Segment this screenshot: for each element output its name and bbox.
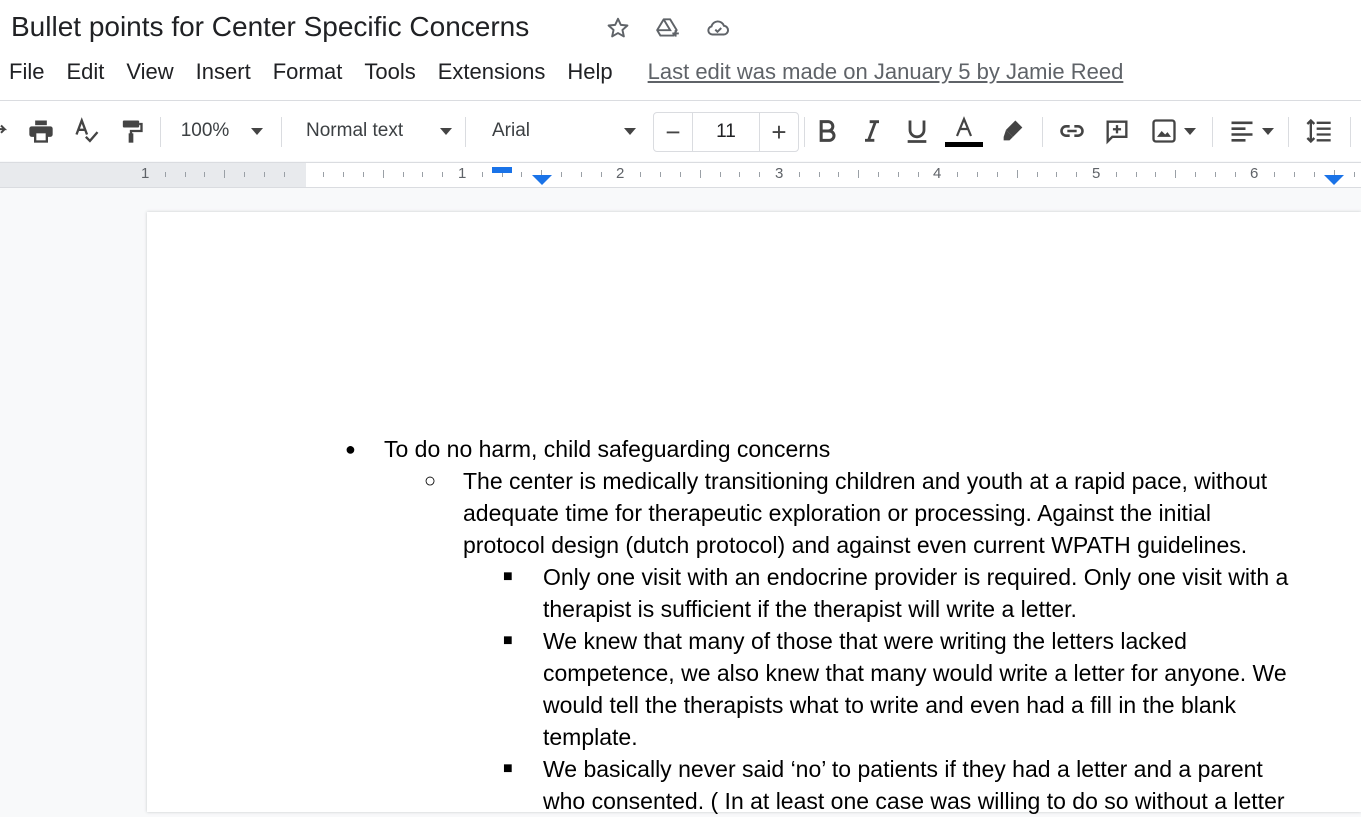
ruler-tick <box>1175 170 1176 178</box>
ruler-tick <box>1076 172 1077 177</box>
list-item-level-2-line[interactable]: protocol design (dutch protocol) and against even current WPATH guidelines. <box>463 532 1248 558</box>
ruler-number: 5 <box>1092 165 1101 182</box>
list-item-level-3-line[interactable]: template. <box>543 724 638 750</box>
ruler-tick <box>165 172 166 177</box>
ruler-tick <box>363 172 364 177</box>
ruler-tick <box>1136 172 1137 177</box>
ruler-tick <box>1056 172 1057 177</box>
highlight-color-icon[interactable] <box>996 101 1030 161</box>
first-line-indent-marker[interactable] <box>492 167 512 173</box>
ruler-tick <box>918 172 919 177</box>
document-title[interactable]: Bullet points for Center Specific Concerns <box>11 11 530 42</box>
ruler-number: 4 <box>933 165 942 182</box>
bullet-level-3: ■ <box>503 568 513 585</box>
move-to-drive-icon[interactable] <box>653 13 683 43</box>
ruler-tick <box>1037 172 1038 177</box>
ruler-tick <box>224 170 225 178</box>
font-size-stepper <box>653 112 799 152</box>
ruler-number: 1 <box>458 165 467 182</box>
style-select[interactable] <box>296 101 456 161</box>
insert-link-icon[interactable] <box>1054 101 1090 161</box>
align-left-icon <box>1228 117 1256 145</box>
menu-edit[interactable]: Edit <box>66 59 105 84</box>
image-icon <box>1150 117 1178 145</box>
menu-tools[interactable]: Tools <box>364 59 416 84</box>
chevron-down-icon <box>1262 128 1274 135</box>
bold-icon[interactable] <box>810 101 844 161</box>
redo-icon[interactable] <box>0 101 12 161</box>
ruler-tick <box>759 172 760 177</box>
last-edit-link[interactable]: Last edit was made on January 5 by Jamie Reed <box>647 59 1124 84</box>
toolbar <box>0 101 1361 161</box>
chevron-down-icon <box>1184 128 1196 135</box>
list-item-level-2-line[interactable]: The center is medically transitioning children and youth at a rapid pace, without <box>463 468 1268 494</box>
separator <box>1212 117 1213 147</box>
title-bar <box>0 0 1361 100</box>
ruler-tick <box>185 172 186 177</box>
decrease-font-size-button[interactable]: − <box>665 116 681 147</box>
menu-bar <box>0 57 1123 87</box>
print-icon[interactable] <box>24 101 58 161</box>
italic-icon[interactable] <box>855 101 889 161</box>
line-spacing-icon[interactable] <box>1300 101 1338 161</box>
ruler-tick <box>660 172 661 177</box>
ruler-tick <box>700 170 701 178</box>
ruler-tick <box>1235 172 1236 177</box>
ruler-tick <box>383 170 384 178</box>
ruler-tick <box>720 172 721 177</box>
ruler-number: 3 <box>775 165 784 182</box>
ruler-number: 2 <box>616 165 625 182</box>
list-item-level-1[interactable]: To do no harm, child safeguarding concerns <box>384 436 831 462</box>
star-icon[interactable] <box>603 13 633 43</box>
ruler-tick <box>898 172 899 177</box>
cloud-saved-icon[interactable] <box>703 13 733 43</box>
list-item-level-3-line[interactable]: who consented. ( In at least one case was willing to do so without a letter <box>543 788 1285 814</box>
align-button[interactable] <box>1224 101 1278 161</box>
ruler-tick <box>838 172 839 177</box>
ruler-tick <box>1215 172 1216 177</box>
ruler-tick <box>601 172 602 177</box>
ruler-tick <box>264 172 265 177</box>
paint-format-icon[interactable] <box>114 101 148 161</box>
ruler-tick <box>204 172 205 177</box>
ruler-tick <box>858 170 859 178</box>
separator <box>1042 117 1043 147</box>
style-value: Normal text <box>306 120 404 141</box>
ruler-number: 6 <box>1250 165 1259 182</box>
ruler-tick <box>997 172 998 177</box>
zoom-select[interactable] <box>172 101 272 161</box>
list-item-level-3-line[interactable]: Only one visit with an endocrine provider is required. Only one visit with a <box>543 564 1289 590</box>
menu-view[interactable]: View <box>126 59 174 84</box>
ruler-tick <box>878 172 879 177</box>
right-indent-marker[interactable] <box>1324 175 1344 185</box>
ruler-tick <box>442 172 443 177</box>
separator <box>160 117 161 147</box>
bullet-level-1: ● <box>345 439 356 459</box>
ruler-tick <box>1155 172 1156 177</box>
ruler-tick <box>680 172 681 177</box>
font-size-input[interactable]: 11 <box>692 113 760 151</box>
ruler-tick <box>343 172 344 177</box>
ruler-tick <box>403 172 404 177</box>
list-item-level-3-line[interactable]: competence, we also knew that many would write a letter for anyone. We <box>543 660 1287 686</box>
text-color-icon[interactable] <box>944 101 984 161</box>
font-value: Arial <box>492 120 531 141</box>
ruler-tick <box>1314 172 1315 177</box>
ruler-tick <box>799 172 800 177</box>
separator <box>281 117 282 147</box>
underline-icon[interactable] <box>900 101 934 161</box>
ruler-tick <box>957 172 958 177</box>
separator <box>465 117 466 147</box>
insert-image-button[interactable] <box>1144 101 1202 161</box>
ruler-tick <box>1354 172 1355 177</box>
bullet-level-2: ○ <box>424 470 437 492</box>
ruler-tick <box>1017 170 1018 178</box>
text-color-swatch <box>945 142 983 147</box>
list-item-level-3-line[interactable]: We knew that many of those that were writing the letters lacked <box>543 628 1187 654</box>
ruler-tick <box>581 172 582 177</box>
ruler-number: 1 <box>141 165 150 182</box>
bullet-level-3: ■ <box>503 632 513 649</box>
ruler-tick <box>521 172 522 177</box>
menu-extensions[interactable]: Extensions <box>437 59 546 84</box>
ruler-tick <box>244 172 245 177</box>
menu-help[interactable]: Help <box>567 59 613 84</box>
list-item-level-3-line[interactable]: therapist is sufficient if the therapist will write a letter. <box>543 596 1077 622</box>
increase-font-size-button[interactable]: + <box>771 116 787 147</box>
left-indent-marker[interactable] <box>532 175 552 185</box>
list-item-level-2-line[interactable]: adequate time for therapeutic exploration or processing. Against the initial <box>463 500 1211 526</box>
title-actions <box>603 13 733 43</box>
bullet-level-3: ■ <box>503 760 513 777</box>
ruler-tick <box>739 172 740 177</box>
list-item-level-3-line[interactable]: would tell the therapists what to write and even had a fill in the blank <box>543 692 1236 718</box>
menu-format[interactable]: Format <box>272 59 343 84</box>
chevron-down-icon <box>624 128 636 135</box>
ruler-tick <box>1195 172 1196 177</box>
separator <box>804 117 805 147</box>
chevron-down-icon <box>251 128 263 135</box>
zoom-value: 100% <box>180 120 230 141</box>
ruler-tick <box>1274 172 1275 177</box>
menu-insert[interactable]: Insert <box>195 59 251 84</box>
horizontal-ruler[interactable] <box>0 162 1361 188</box>
ruler-tick <box>1294 172 1295 177</box>
separator <box>1350 117 1351 147</box>
separator <box>1288 117 1289 147</box>
spellcheck-icon[interactable] <box>70 101 104 161</box>
font-select[interactable] <box>480 101 640 161</box>
ruler-tick <box>640 172 641 177</box>
add-comment-icon[interactable] <box>1100 101 1134 161</box>
ruler-tick <box>561 172 562 177</box>
ruler-tick <box>284 172 285 177</box>
ruler-tick <box>1116 172 1117 177</box>
menu-file[interactable]: File <box>9 59 45 84</box>
ruler-tick <box>977 172 978 177</box>
ruler-tick <box>819 172 820 177</box>
ruler-tick <box>422 172 423 177</box>
ruler-tick <box>323 172 324 177</box>
ruler-tick <box>482 172 483 177</box>
chevron-down-icon <box>440 128 452 135</box>
list-item-level-3-line[interactable]: We basically never said ‘no’ to patients if they had a letter and a parent <box>543 756 1263 782</box>
document-page[interactable] <box>147 212 1361 812</box>
